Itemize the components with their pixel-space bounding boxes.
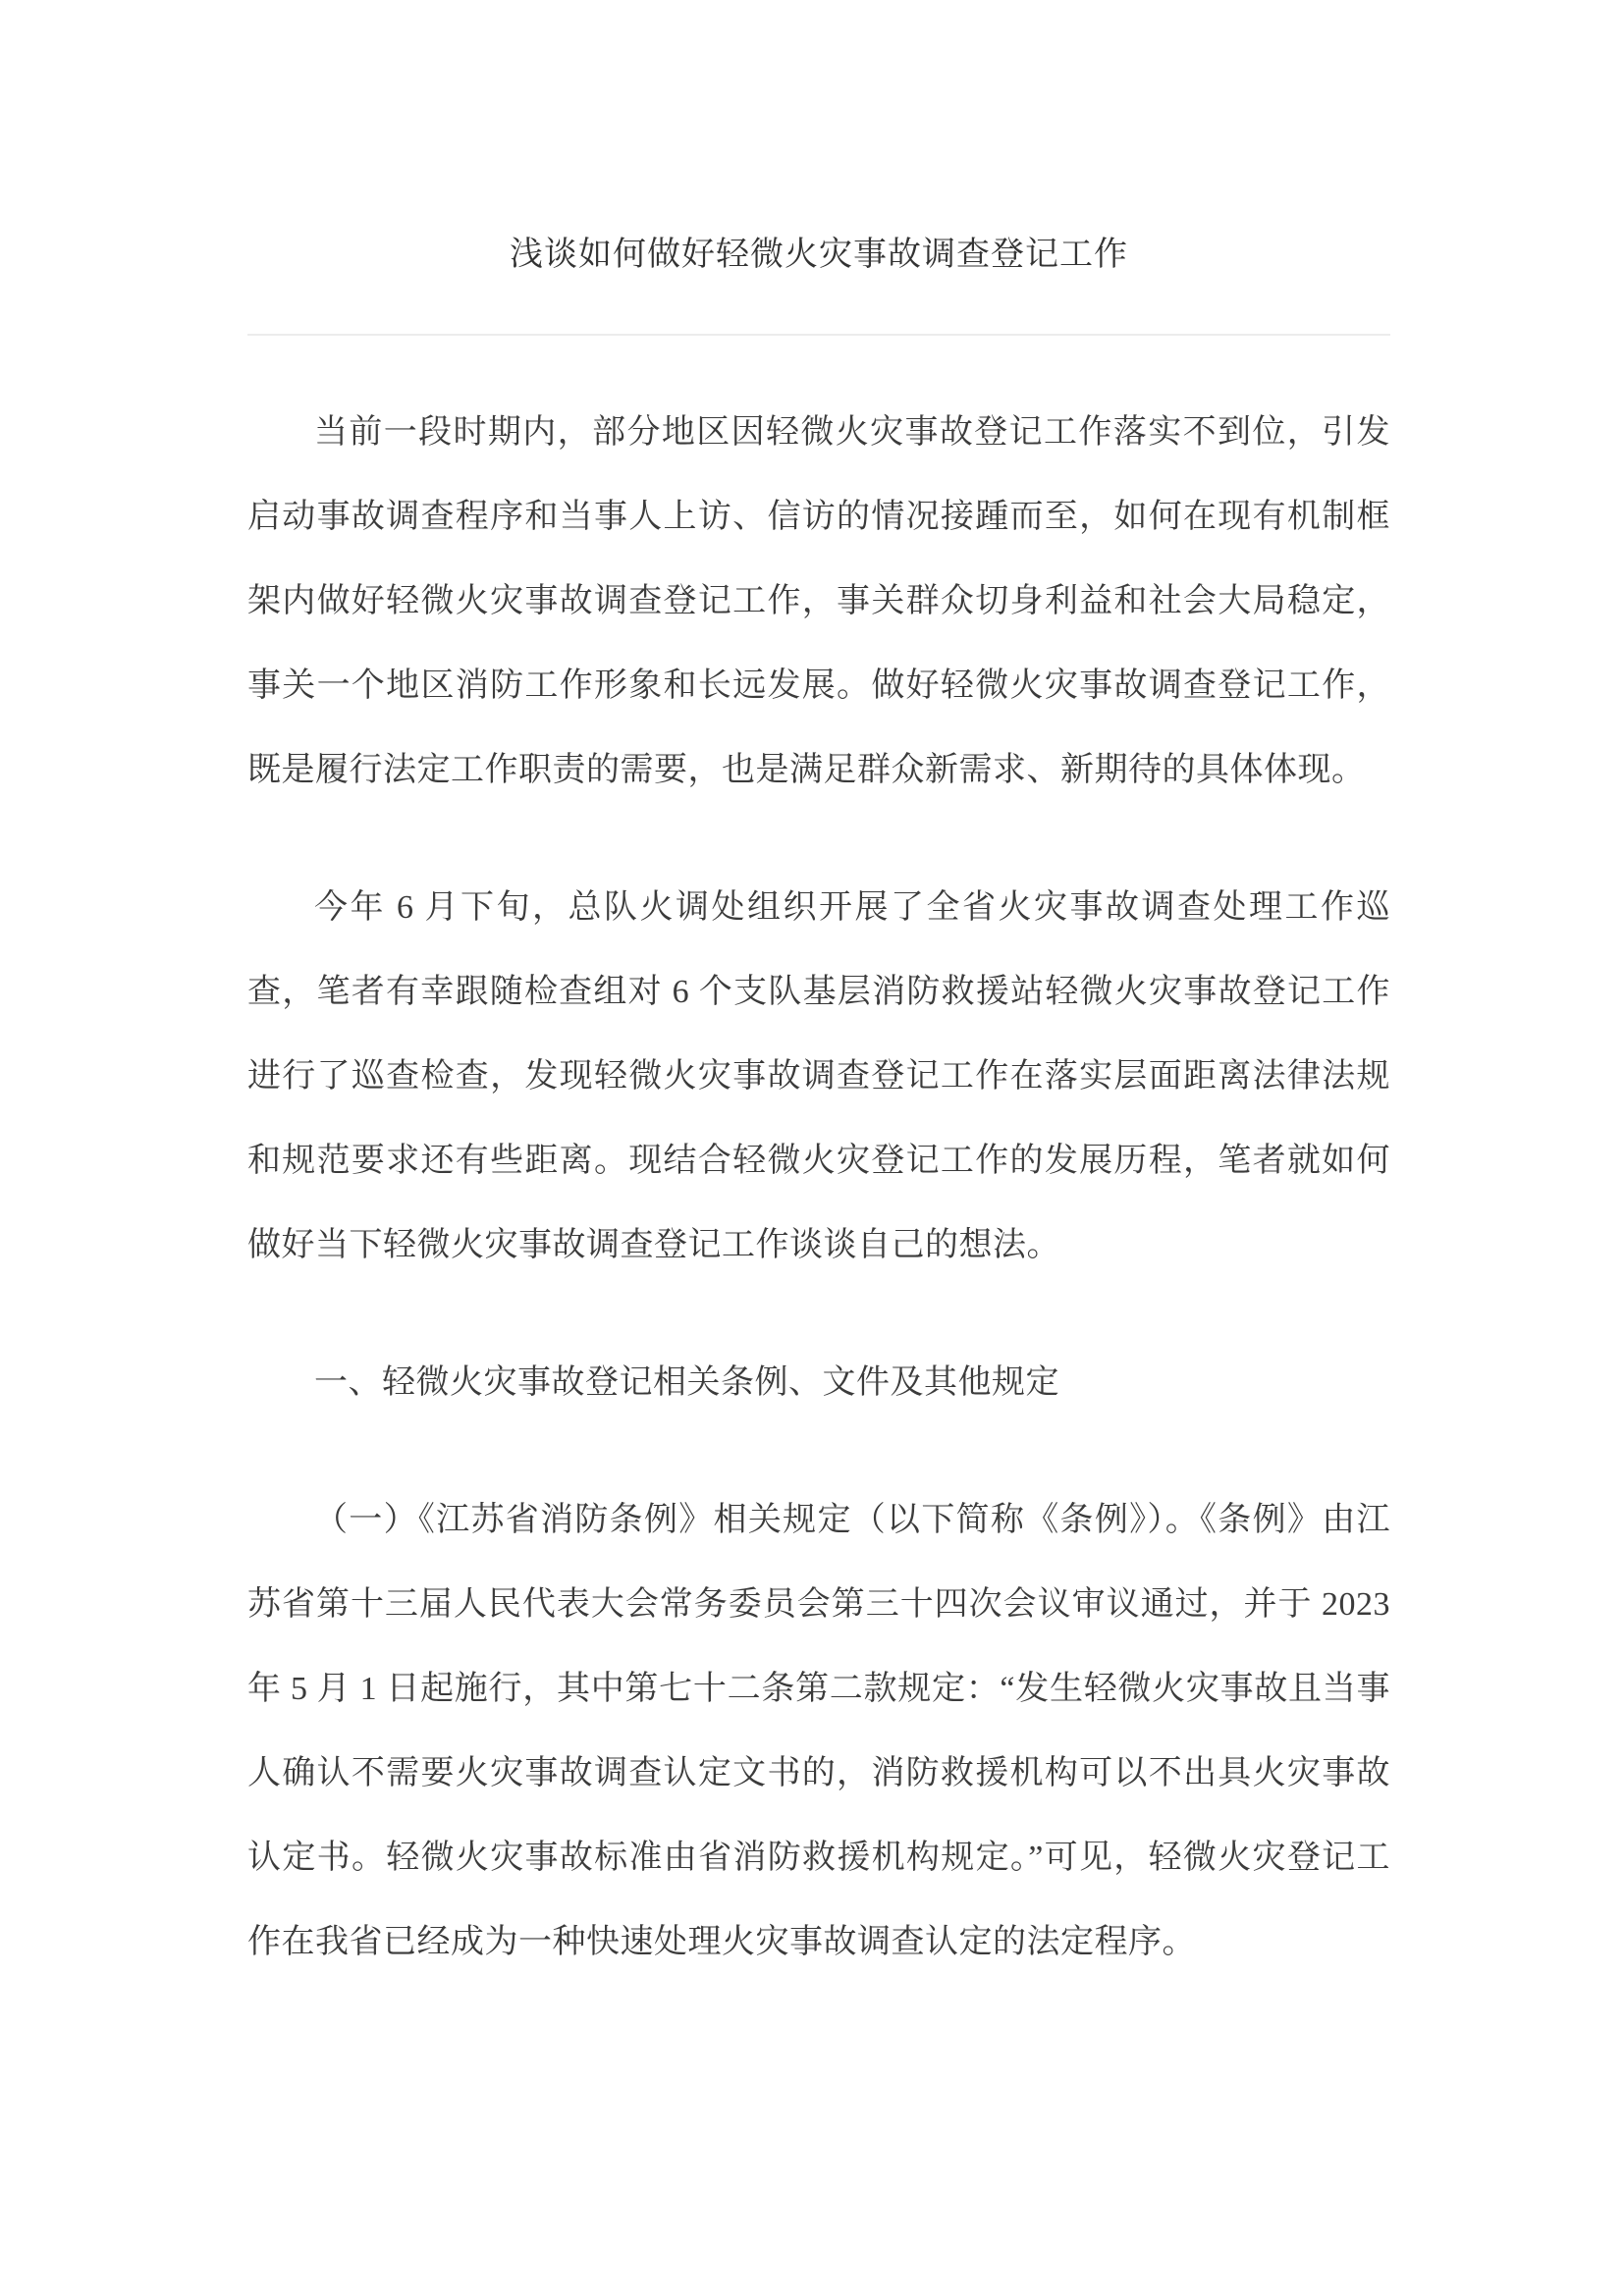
- paragraph-3: （一）《江苏省消防条例》相关规定（以下简称《条例》）。《条例》由江苏省第十三届人民代表大会常务委员会第三十四次会议审议通过，并于 2023 年 5 月 1 日起施行，其中第七十二条第二款规定：“发生轻微火灾事故且当事人确认不需要火灾事故调查认定文书的，消防救援机构可以不出具火灾事故认定书。轻微火灾事故标准由省消防救援机构规定。”可见，轻微火灾登记工作在我省已经成为一种快速处理火灾事故调查认定的法定程序。: [247, 1502, 1390, 1961]
- title-divider: [247, 334, 1390, 336]
- paragraph-1: 当前一段时期内，部分地区因轻微火灾事故登记工作落实不到位，引发启动事故调查程序和当事人上访、信访的情况接踵而至，如何在现有机制框架内做好轻微火灾事故调查登记工作，事关群众切身利益和社会大局稳定，事关一个地区消防工作形象和长远发展。做好轻微火灾事故调查登记工作，既是履行法定工作职责的需要，也是满足群众新需求、新期待的具体体现。: [247, 414, 1390, 789]
- section-heading-1: 一、轻微火灾事故登记相关条例、文件及其他规定: [314, 1364, 1059, 1402]
- document-body: [247, 391, 1390, 1985]
- document-title: 浅谈如何做好轻微火灾事故调查登记工作: [510, 237, 1128, 273]
- paragraph-2: 今年 6 月下旬，总队火调处组织开展了全省火灾事故调查处理工作巡查，笔者有幸跟随检查组对 6 个支队基层消防救援站轻微火灾事故登记工作进行了巡查检查，发现轻微火灾事故调查登记工作在落实层面距离法律法规和规范要求还有些距离。现结合轻微火灾登记工作的发展历程，笔者就如何做好当下轻微火灾事故调查登记工作谈谈自己的想法。: [247, 889, 1390, 1264]
